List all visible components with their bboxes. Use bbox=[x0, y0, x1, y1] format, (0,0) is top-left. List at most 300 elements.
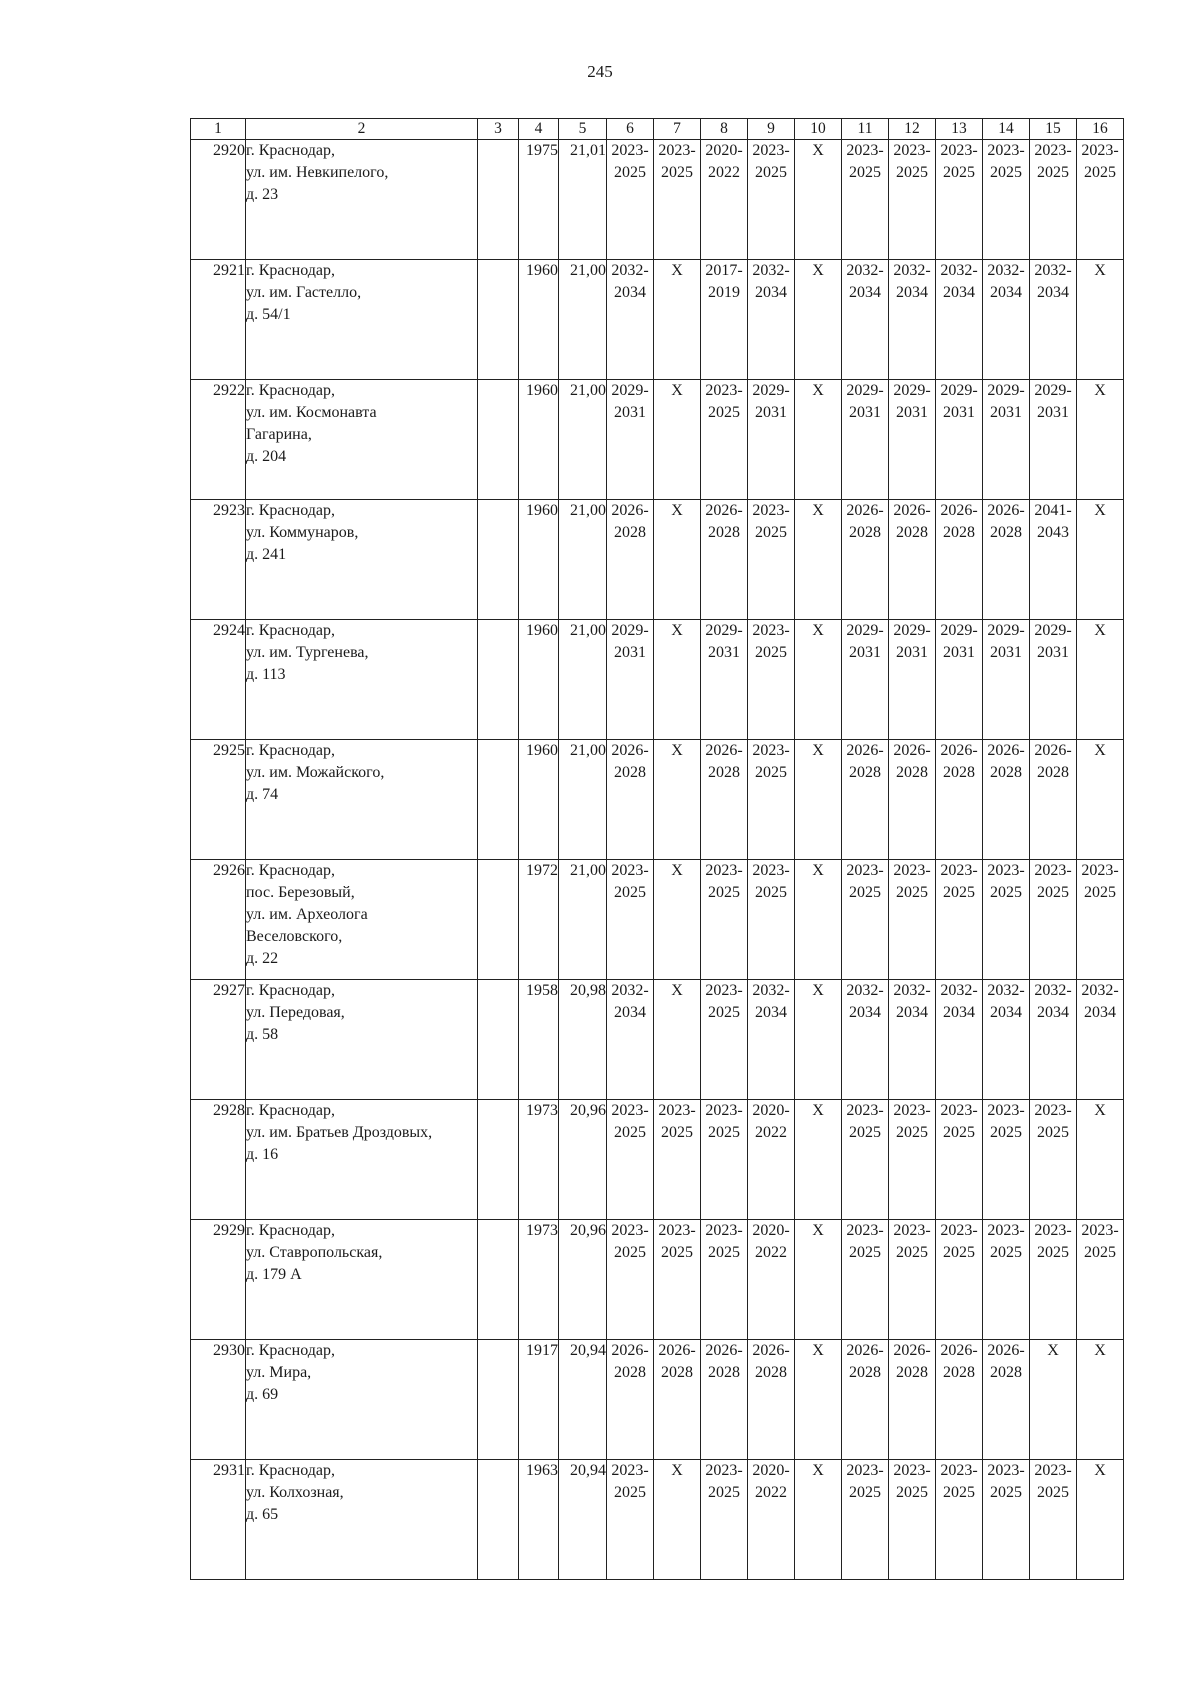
period-cell-7-text: X bbox=[671, 262, 683, 279]
period-cell-16 bbox=[1077, 1100, 1124, 1220]
period-cell-10 bbox=[795, 620, 842, 740]
period-cell-13 bbox=[936, 980, 983, 1100]
period-cell-14-text: 2029- 2031 bbox=[987, 622, 1025, 661]
address-line: Гагарина, bbox=[246, 426, 312, 443]
period-cell-12 bbox=[889, 380, 936, 500]
period-cell-9-text: 2023- 2025 bbox=[752, 622, 790, 661]
period-cell-15 bbox=[1030, 140, 1077, 260]
address-cell bbox=[246, 380, 478, 500]
period-cell-14 bbox=[983, 620, 1030, 740]
period-cell-8-text: 2029- 2031 bbox=[705, 622, 743, 661]
address-line: г. Краснодар, bbox=[246, 142, 335, 159]
table-row bbox=[191, 980, 1124, 1100]
address-line: ул. Передовая, bbox=[246, 1004, 345, 1021]
period-cell-13-text: 2032- 2034 bbox=[940, 262, 978, 301]
column-header-14: 14 bbox=[983, 119, 1030, 140]
period-cell-16 bbox=[1077, 1460, 1124, 1580]
address-line: ул. им. Космонавта bbox=[246, 404, 377, 421]
address-line: г. Краснодар, bbox=[246, 862, 335, 879]
period-cell-13-text: 2029- 2031 bbox=[940, 622, 978, 661]
period-cell-15-text: 2032- 2034 bbox=[1034, 982, 1072, 1021]
period-cell-15 bbox=[1030, 500, 1077, 620]
period-cell-11-text: 2032- 2034 bbox=[846, 262, 884, 301]
period-cell-6-text: 2023- 2025 bbox=[611, 862, 649, 901]
value-cell bbox=[559, 380, 607, 500]
period-cell-7-text: 2023- 2025 bbox=[658, 1222, 696, 1261]
period-cell-10 bbox=[795, 740, 842, 860]
period-cell-14 bbox=[983, 1100, 1030, 1220]
value-cell-text: 21,00 bbox=[570, 742, 606, 759]
column-header-15: 15 bbox=[1030, 119, 1077, 140]
period-cell-15-text: 2026- 2028 bbox=[1034, 742, 1072, 781]
period-cell-12-text: 2029- 2031 bbox=[893, 382, 931, 421]
period-cell-7 bbox=[654, 1460, 701, 1580]
period-cell-14-text: 2026- 2028 bbox=[987, 502, 1025, 541]
period-cell-11-text: 2023- 2025 bbox=[846, 142, 884, 181]
table-row bbox=[191, 620, 1124, 740]
period-cell-16 bbox=[1077, 980, 1124, 1100]
value-cell-text: 20,98 bbox=[570, 982, 606, 999]
period-cell-9 bbox=[748, 380, 795, 500]
year-cell bbox=[519, 1100, 559, 1220]
period-cell-7 bbox=[654, 860, 701, 980]
period-cell-16 bbox=[1077, 140, 1124, 260]
period-cell-9-text: 2020- 2022 bbox=[752, 1222, 790, 1261]
column-header-9: 9 bbox=[748, 119, 795, 140]
period-cell-12-text: 2023- 2025 bbox=[893, 1102, 931, 1141]
address-line: г. Краснодар, bbox=[246, 1102, 335, 1119]
address-cell bbox=[246, 980, 478, 1100]
period-cell-8 bbox=[701, 1220, 748, 1340]
period-cell-7-text: X bbox=[671, 1462, 683, 1479]
address-line: г. Краснодар, bbox=[246, 1222, 335, 1239]
period-cell-12-text: 2026- 2028 bbox=[893, 1342, 931, 1381]
period-cell-6-text: 2023- 2025 bbox=[611, 1462, 649, 1501]
row-number-cell-text: 2931 bbox=[213, 1462, 245, 1479]
period-cell-7-text: X bbox=[671, 502, 683, 519]
column-3-cell bbox=[478, 860, 519, 980]
period-cell-6 bbox=[607, 1220, 654, 1340]
value-cell-text: 21,00 bbox=[570, 862, 606, 879]
address-cell bbox=[246, 500, 478, 620]
value-cell-text: 20,96 bbox=[570, 1102, 606, 1119]
period-cell-9 bbox=[748, 740, 795, 860]
period-cell-14 bbox=[983, 380, 1030, 500]
year-cell bbox=[519, 1460, 559, 1580]
column-3-cell bbox=[478, 140, 519, 260]
address-line: д. 69 bbox=[246, 1386, 279, 1403]
period-cell-11 bbox=[842, 1340, 889, 1460]
period-cell-16 bbox=[1077, 740, 1124, 860]
period-cell-11-text: 2032- 2034 bbox=[846, 982, 884, 1021]
period-cell-9-text: 2023- 2025 bbox=[752, 142, 790, 181]
address-cell bbox=[246, 140, 478, 260]
period-cell-8 bbox=[701, 1100, 748, 1220]
year-cell-text: 1958 bbox=[526, 982, 558, 999]
column-3-cell bbox=[478, 1340, 519, 1460]
period-cell-6-text: 2032- 2034 bbox=[611, 262, 649, 301]
period-cell-13-text: 2026- 2028 bbox=[940, 742, 978, 781]
table-row bbox=[191, 500, 1124, 620]
address-line: г. Краснодар, bbox=[246, 1342, 335, 1359]
column-header-8: 8 bbox=[701, 119, 748, 140]
address-line: г. Краснодар, bbox=[246, 502, 335, 519]
period-cell-16 bbox=[1077, 1220, 1124, 1340]
period-cell-6 bbox=[607, 1460, 654, 1580]
value-cell-text: 20,96 bbox=[570, 1222, 606, 1239]
period-cell-8 bbox=[701, 1340, 748, 1460]
period-cell-14-text: 2032- 2034 bbox=[987, 982, 1025, 1021]
row-number-cell bbox=[191, 620, 246, 740]
row-number-cell bbox=[191, 1220, 246, 1340]
period-cell-14-text: 2029- 2031 bbox=[987, 382, 1025, 421]
period-cell-15-text: 2023- 2025 bbox=[1034, 1222, 1072, 1261]
period-cell-9 bbox=[748, 860, 795, 980]
period-cell-8 bbox=[701, 260, 748, 380]
period-cell-12 bbox=[889, 860, 936, 980]
row-number-cell bbox=[191, 260, 246, 380]
period-cell-13-text: 2026- 2028 bbox=[940, 1342, 978, 1381]
year-cell-text: 1960 bbox=[526, 382, 558, 399]
period-cell-12 bbox=[889, 620, 936, 740]
page-number: 245 bbox=[587, 62, 613, 81]
value-cell-text: 21,00 bbox=[570, 382, 606, 399]
address-cell bbox=[246, 740, 478, 860]
table-row bbox=[191, 740, 1124, 860]
period-cell-13-text: 2023- 2025 bbox=[940, 1462, 978, 1501]
period-cell-6-text: 2029- 2031 bbox=[611, 622, 649, 661]
period-cell-16-text: X bbox=[1094, 1102, 1106, 1119]
period-cell-8 bbox=[701, 1460, 748, 1580]
period-cell-9 bbox=[748, 980, 795, 1100]
address-cell bbox=[246, 1340, 478, 1460]
period-cell-15-text: 2029- 2031 bbox=[1034, 382, 1072, 421]
period-cell-10 bbox=[795, 500, 842, 620]
year-cell bbox=[519, 740, 559, 860]
address-line: д. 22 bbox=[246, 950, 279, 967]
period-cell-6 bbox=[607, 380, 654, 500]
row-number-cell bbox=[191, 860, 246, 980]
period-cell-7-text: X bbox=[671, 982, 683, 999]
value-cell bbox=[559, 980, 607, 1100]
period-cell-6-text: 2032- 2034 bbox=[611, 982, 649, 1021]
period-cell-10-text: X bbox=[812, 622, 824, 639]
period-cell-9 bbox=[748, 500, 795, 620]
value-cell bbox=[559, 1220, 607, 1340]
period-cell-14 bbox=[983, 980, 1030, 1100]
address-line: г. Краснодар, bbox=[246, 982, 335, 999]
column-header-7: 7 bbox=[654, 119, 701, 140]
value-cell-text: 21,00 bbox=[570, 502, 606, 519]
address-cell bbox=[246, 1460, 478, 1580]
row-number-cell-text: 2930 bbox=[213, 1342, 245, 1359]
period-cell-6-text: 2023- 2025 bbox=[611, 1222, 649, 1261]
table-row bbox=[191, 380, 1124, 500]
period-cell-6-text: 2026- 2028 bbox=[611, 502, 649, 541]
period-cell-11-text: 2023- 2025 bbox=[846, 862, 884, 901]
period-cell-16-text: X bbox=[1094, 502, 1106, 519]
period-cell-10 bbox=[795, 860, 842, 980]
period-cell-11 bbox=[842, 380, 889, 500]
period-cell-8-text: 2020- 2022 bbox=[705, 142, 743, 181]
period-cell-10-text: X bbox=[812, 262, 824, 279]
period-cell-16 bbox=[1077, 260, 1124, 380]
row-number-cell-text: 2927 bbox=[213, 982, 245, 999]
period-cell-8 bbox=[701, 140, 748, 260]
period-cell-13 bbox=[936, 380, 983, 500]
address-line: д. 65 bbox=[246, 1506, 279, 1523]
year-cell bbox=[519, 620, 559, 740]
address-line: ул. Мира, bbox=[246, 1364, 312, 1381]
period-cell-14-text: 2032- 2034 bbox=[987, 262, 1025, 301]
address-line: г. Краснодар, bbox=[246, 742, 335, 759]
period-cell-12 bbox=[889, 1340, 936, 1460]
row-number-cell bbox=[191, 740, 246, 860]
column-header-6: 6 bbox=[607, 119, 654, 140]
period-cell-9-text: 2032- 2034 bbox=[752, 262, 790, 301]
period-cell-16 bbox=[1077, 620, 1124, 740]
address-line: пос. Березовый, bbox=[246, 884, 355, 901]
period-cell-9 bbox=[748, 1460, 795, 1580]
column-header-11: 11 bbox=[842, 119, 889, 140]
period-cell-12-text: 2023- 2025 bbox=[893, 142, 931, 181]
period-cell-6-text: 2023- 2025 bbox=[611, 1102, 649, 1141]
year-cell bbox=[519, 1220, 559, 1340]
period-cell-11-text: 2026- 2028 bbox=[846, 1342, 884, 1381]
address-line: д. 16 bbox=[246, 1146, 279, 1163]
year-cell-text: 1973 bbox=[526, 1102, 558, 1119]
value-cell bbox=[559, 620, 607, 740]
period-cell-16-text: 2032- 2034 bbox=[1081, 982, 1119, 1021]
period-cell-16-text: 2023- 2025 bbox=[1081, 862, 1119, 901]
column-header-2: 2 bbox=[246, 119, 478, 140]
period-cell-14 bbox=[983, 260, 1030, 380]
period-cell-13 bbox=[936, 860, 983, 980]
period-cell-14 bbox=[983, 1340, 1030, 1460]
address-line: ул. Коммунаров, bbox=[246, 524, 359, 541]
period-cell-10-text: X bbox=[812, 502, 824, 519]
column-3-cell bbox=[478, 1220, 519, 1340]
period-cell-12-text: 2029- 2031 bbox=[893, 622, 931, 661]
period-cell-11-text: 2026- 2028 bbox=[846, 742, 884, 781]
period-cell-14 bbox=[983, 140, 1030, 260]
year-cell bbox=[519, 140, 559, 260]
period-cell-13 bbox=[936, 740, 983, 860]
address-line: г. Краснодар, bbox=[246, 1462, 335, 1479]
value-cell bbox=[559, 1340, 607, 1460]
address-line: ул. им. Тургенева, bbox=[246, 644, 369, 661]
period-cell-12 bbox=[889, 740, 936, 860]
period-cell-13 bbox=[936, 140, 983, 260]
period-cell-10 bbox=[795, 140, 842, 260]
column-header-16: 16 bbox=[1077, 119, 1124, 140]
year-cell bbox=[519, 500, 559, 620]
period-cell-14 bbox=[983, 860, 1030, 980]
column-header-13: 13 bbox=[936, 119, 983, 140]
period-cell-16-text: X bbox=[1094, 382, 1106, 399]
period-cell-8 bbox=[701, 980, 748, 1100]
year-cell-text: 1960 bbox=[526, 502, 558, 519]
period-cell-15-text: X bbox=[1047, 1342, 1059, 1359]
period-cell-7 bbox=[654, 1220, 701, 1340]
period-cell-15 bbox=[1030, 620, 1077, 740]
period-cell-16 bbox=[1077, 1340, 1124, 1460]
address-line: ул. Ставропольская, bbox=[246, 1244, 383, 1261]
address-line: г. Краснодар, bbox=[246, 622, 335, 639]
period-cell-10 bbox=[795, 980, 842, 1100]
period-cell-8-text: 2026- 2028 bbox=[705, 1342, 743, 1381]
period-cell-10-text: X bbox=[812, 742, 824, 759]
period-cell-10-text: X bbox=[812, 1222, 824, 1239]
column-header-5: 5 bbox=[559, 119, 607, 140]
period-cell-6-text: 2026- 2028 bbox=[611, 742, 649, 781]
value-cell bbox=[559, 860, 607, 980]
period-cell-12 bbox=[889, 500, 936, 620]
period-cell-7 bbox=[654, 1340, 701, 1460]
address-line: д. 58 bbox=[246, 1026, 279, 1043]
period-cell-10-text: X bbox=[812, 1102, 824, 1119]
period-cell-12 bbox=[889, 1100, 936, 1220]
period-cell-14 bbox=[983, 740, 1030, 860]
row-number-cell-text: 2924 bbox=[213, 622, 245, 639]
column-3-cell bbox=[478, 1460, 519, 1580]
address-line: д. 179 А bbox=[246, 1266, 302, 1283]
value-cell-text: 21,00 bbox=[570, 262, 606, 279]
period-cell-13 bbox=[936, 1220, 983, 1340]
period-cell-13 bbox=[936, 500, 983, 620]
address-line: д. 241 bbox=[246, 546, 287, 563]
period-cell-9 bbox=[748, 1100, 795, 1220]
address-line: ул. Колхозная, bbox=[246, 1484, 344, 1501]
period-cell-16 bbox=[1077, 380, 1124, 500]
period-cell-9-text: 2026- 2028 bbox=[752, 1342, 790, 1381]
period-cell-12 bbox=[889, 1460, 936, 1580]
housing-schedule-table bbox=[190, 118, 1124, 1580]
address-line: Веселовского, bbox=[246, 928, 343, 945]
period-cell-15-text: 2023- 2025 bbox=[1034, 1462, 1072, 1501]
period-cell-6 bbox=[607, 500, 654, 620]
address-line: ул. им. Братьев Дроздовых, bbox=[246, 1124, 433, 1141]
period-cell-7 bbox=[654, 140, 701, 260]
period-cell-13-text: 2023- 2025 bbox=[940, 142, 978, 181]
column-3-cell bbox=[478, 380, 519, 500]
period-cell-6 bbox=[607, 1100, 654, 1220]
period-cell-9-text: 2023- 2025 bbox=[752, 742, 790, 781]
period-cell-7-text: X bbox=[671, 382, 683, 399]
table-row bbox=[191, 1460, 1124, 1580]
period-cell-13 bbox=[936, 1460, 983, 1580]
period-cell-8-text: 2026- 2028 bbox=[705, 502, 743, 541]
period-cell-8-text: 2023- 2025 bbox=[705, 982, 743, 1021]
address-cell bbox=[246, 1100, 478, 1220]
column-3-cell bbox=[478, 980, 519, 1100]
period-cell-9-text: 2023- 2025 bbox=[752, 862, 790, 901]
year-cell bbox=[519, 860, 559, 980]
period-cell-7 bbox=[654, 500, 701, 620]
column-number-header-row bbox=[191, 119, 1124, 140]
period-cell-13 bbox=[936, 260, 983, 380]
period-cell-14 bbox=[983, 1220, 1030, 1340]
period-cell-15-text: 2041- 2043 bbox=[1034, 502, 1072, 541]
period-cell-16-text: X bbox=[1094, 1462, 1106, 1479]
column-3-cell bbox=[478, 260, 519, 380]
period-cell-13-text: 2023- 2025 bbox=[940, 1102, 978, 1141]
address-line: д. 54/1 bbox=[246, 306, 291, 323]
period-cell-16 bbox=[1077, 860, 1124, 980]
period-cell-9 bbox=[748, 1220, 795, 1340]
year-cell bbox=[519, 380, 559, 500]
period-cell-8 bbox=[701, 500, 748, 620]
period-cell-12-text: 2032- 2034 bbox=[893, 262, 931, 301]
row-number-cell-text: 2929 bbox=[213, 1222, 245, 1239]
period-cell-11 bbox=[842, 1220, 889, 1340]
period-cell-10 bbox=[795, 260, 842, 380]
period-cell-7-text: 2026- 2028 bbox=[658, 1342, 696, 1381]
row-number-cell bbox=[191, 140, 246, 260]
row-number-cell-text: 2922 bbox=[213, 382, 245, 399]
period-cell-11 bbox=[842, 260, 889, 380]
period-cell-9-text: 2029- 2031 bbox=[752, 382, 790, 421]
value-cell bbox=[559, 1100, 607, 1220]
column-header-4: 4 bbox=[519, 119, 559, 140]
period-cell-6 bbox=[607, 140, 654, 260]
row-number-cell-text: 2921 bbox=[213, 262, 245, 279]
period-cell-9-text: 2020- 2022 bbox=[752, 1102, 790, 1141]
year-cell bbox=[519, 980, 559, 1100]
period-cell-11 bbox=[842, 980, 889, 1100]
period-cell-8-text: 2017- 2019 bbox=[705, 262, 743, 301]
period-cell-12-text: 2026- 2028 bbox=[893, 502, 931, 541]
address-cell bbox=[246, 620, 478, 740]
period-cell-9-text: 2032- 2034 bbox=[752, 982, 790, 1021]
period-cell-15-text: 2023- 2025 bbox=[1034, 142, 1072, 181]
period-cell-13-text: 2029- 2031 bbox=[940, 382, 978, 421]
period-cell-9 bbox=[748, 140, 795, 260]
period-cell-15-text: 2023- 2025 bbox=[1034, 1102, 1072, 1141]
period-cell-7 bbox=[654, 740, 701, 860]
address-cell bbox=[246, 860, 478, 980]
period-cell-12-text: 2032- 2034 bbox=[893, 982, 931, 1021]
address-line: ул. им. Можайского, bbox=[246, 764, 385, 781]
period-cell-12 bbox=[889, 980, 936, 1100]
row-number-cell-text: 2926 bbox=[213, 862, 245, 879]
period-cell-10 bbox=[795, 1100, 842, 1220]
period-cell-7 bbox=[654, 620, 701, 740]
year-cell-text: 1960 bbox=[526, 262, 558, 279]
address-cell bbox=[246, 1220, 478, 1340]
period-cell-12-text: 2023- 2025 bbox=[893, 1222, 931, 1261]
period-cell-6 bbox=[607, 1340, 654, 1460]
row-number-cell-text: 2923 bbox=[213, 502, 245, 519]
period-cell-10 bbox=[795, 1220, 842, 1340]
period-cell-15 bbox=[1030, 1220, 1077, 1340]
period-cell-16 bbox=[1077, 500, 1124, 620]
period-cell-16-text: 2023- 2025 bbox=[1081, 142, 1119, 181]
row-number-cell bbox=[191, 500, 246, 620]
row-number-cell bbox=[191, 1460, 246, 1580]
period-cell-15 bbox=[1030, 1460, 1077, 1580]
period-cell-10 bbox=[795, 1460, 842, 1580]
period-cell-9-text: 2020- 2022 bbox=[752, 1462, 790, 1501]
period-cell-16-text: X bbox=[1094, 1342, 1106, 1359]
period-cell-13-text: 2032- 2034 bbox=[940, 982, 978, 1021]
address-line: г. Краснодар, bbox=[246, 262, 335, 279]
year-cell bbox=[519, 1340, 559, 1460]
period-cell-9 bbox=[748, 1340, 795, 1460]
period-cell-15 bbox=[1030, 1100, 1077, 1220]
period-cell-8-text: 2023- 2025 bbox=[705, 862, 743, 901]
period-cell-15 bbox=[1030, 1340, 1077, 1460]
